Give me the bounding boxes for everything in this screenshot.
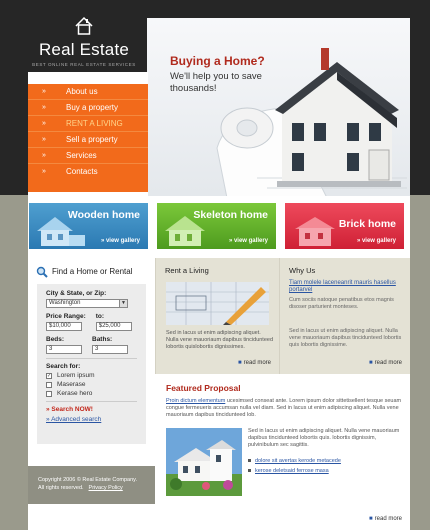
nav-rent-a-living[interactable] <box>28 116 148 132</box>
double-arrow-icon: » <box>42 136 46 143</box>
search-now-link[interactable]: » Search NOW! <box>46 406 93 413</box>
featured-proposal <box>155 374 410 530</box>
hero-subline: We'll help you to save thousands! <box>170 71 262 94</box>
banner-title: Brick home <box>338 218 396 230</box>
option-kerase-hero[interactable]: Kerase hero <box>46 390 137 397</box>
magnifier-icon <box>36 266 48 278</box>
find-home-panel <box>28 258 155 466</box>
beds-label: Beds: <box>46 336 65 343</box>
nav-label: About us <box>66 87 98 96</box>
double-arrow-icon: » <box>42 104 46 111</box>
nav-label: Services <box>66 151 97 160</box>
beds-input[interactable]: 3 <box>46 345 82 354</box>
rent-text: Sed in lacus ut enim adipiscing aliquet. Nulla vene mauoriaum dapibus tincidunteed lobortis quislobortis dignissimes. <box>166 330 274 350</box>
banner-title: Skeleton home <box>193 209 268 221</box>
city-select[interactable]: Washington ▼ <box>46 299 128 308</box>
banner-title: Wooden home <box>67 209 140 221</box>
featured-house-photo <box>166 428 242 496</box>
price-to-input[interactable]: $25,000 <box>96 322 132 331</box>
logo-tagline: BEST ONLINE REAL ESTATE SERVICES <box>32 62 136 67</box>
house-icon <box>291 213 346 249</box>
baths-label: Baths: <box>92 336 113 343</box>
baths-input[interactable]: 3 <box>92 345 128 354</box>
why-us-panel <box>279 258 410 374</box>
nav-sell-property[interactable] <box>28 132 148 148</box>
double-arrow-icon: » <box>42 168 46 175</box>
checkbox-icon[interactable] <box>46 391 52 397</box>
left-column <box>28 72 148 196</box>
why-us-link[interactable]: Tiam molele laceneanrit mauris hasellus portarvel <box>289 280 396 293</box>
checkbox-icon[interactable] <box>46 382 52 388</box>
featured-lead <box>166 398 402 419</box>
rent-a-living-panel <box>155 258 279 374</box>
footer <box>28 466 155 504</box>
find-home-heading: Find a Home or Rental <box>36 266 132 278</box>
view-gallery-link[interactable]: » view gallery <box>228 238 268 244</box>
banner-skeleton-home[interactable] <box>157 203 276 249</box>
nav-buy-property[interactable] <box>28 100 148 116</box>
rent-title: Rent a Living <box>165 266 209 275</box>
page <box>20 0 410 530</box>
banner-brick-home[interactable] <box>285 203 404 249</box>
double-arrow-icon: » <box>42 152 46 159</box>
privacy-policy-link[interactable]: Privacy Policy <box>88 485 123 491</box>
why-us-title: Why Us <box>289 266 316 275</box>
double-arrow-icon: » <box>42 120 46 127</box>
price-to-label: to: <box>95 313 105 320</box>
rent-read-more[interactable]: ■ read more <box>238 360 271 366</box>
house-logo-icon <box>74 16 94 36</box>
nav-label: Sell a property <box>66 135 118 144</box>
city-label: City & State, or Zip: <box>46 290 107 297</box>
logo-name: Real Estate <box>38 40 130 59</box>
footer-rights-line: All rights reserved. Privacy Policy <box>38 485 123 491</box>
nav-about-us[interactable] <box>28 84 148 100</box>
bullet-square-icon <box>248 469 251 472</box>
why-us-read-more[interactable]: ■ read more <box>369 360 402 366</box>
option-maserase[interactable]: Maserase <box>46 381 137 388</box>
blueprint-pencil-image <box>166 282 269 325</box>
double-arrow-icon: » <box>42 88 46 95</box>
main-content <box>28 258 410 530</box>
featured-title: Featured Proposal <box>166 383 241 393</box>
main-nav <box>28 84 148 192</box>
featured-bullet-link[interactable]: dolore sit avertas kerode metacede <box>248 458 404 464</box>
search-form <box>37 284 146 444</box>
nav-contacts[interactable] <box>28 164 148 180</box>
logo[interactable] <box>20 16 148 67</box>
gallery-banners <box>28 196 410 258</box>
search-for-label: Search for: <box>46 363 81 370</box>
nav-label: RENT A LIVING <box>66 119 123 128</box>
view-gallery-link[interactable]: » view gallery <box>100 238 140 244</box>
why-us-text-2: Sed in lacus ut enim adipiscing aliquet. Nulla vene mauoriaum dapibus tincidunteed lobortis quis lobortis dignissime. <box>289 328 402 348</box>
nav-services[interactable] <box>28 148 148 164</box>
featured-body: Sed in lacus ut enim adipiscing aliquet. Nulla vene mauoriaum dapibus tincidunteed lobortis quis. lobortis dignissim, pulvinibulum sec sagittis. <box>248 428 400 448</box>
banner-wooden-home[interactable] <box>29 203 148 249</box>
chevron-down-icon: ▼ <box>119 300 127 307</box>
hero-banner <box>147 18 410 196</box>
nav-label: Buy a property <box>66 103 119 112</box>
bullet-square-icon <box>248 459 251 462</box>
hero-headline: Buying a Home? <box>170 54 265 68</box>
price-range-label: Price Range: <box>46 313 86 320</box>
featured-lead-text: ucesimsed conseat ante. Lorem ipsum dolor sittetisellent tesque seuam congue fermeueris accumsan nulla vel diam. Sed in lacus ut enim adipiscing aliquet. Nulla vene mauoriaum dapibus tincidunteed lob. <box>166 398 402 418</box>
copyright-text: Copyright 2006 © Real Estate Company. <box>38 477 138 483</box>
price-from-input[interactable]: $10,000 <box>46 322 82 331</box>
featured-bullet-link[interactable]: kerose deletsaid ferrose masa <box>248 468 404 474</box>
featured-lead-link[interactable]: Proin dictum elementum <box>166 398 226 404</box>
advanced-search-link[interactable]: » Advanced search <box>46 416 102 423</box>
featured-read-more[interactable]: ■ read more <box>369 516 402 522</box>
why-us-text-1: Cum sociis natoque penatibus etos magnis disoser parturient monteses. <box>289 297 394 310</box>
option-lorem-ipsum[interactable]: ✓ Lorem ipsum <box>47 372 95 379</box>
nav-label: Contacts <box>66 167 98 176</box>
view-gallery-link[interactable]: » view gallery <box>356 238 396 244</box>
checkbox-checked-icon[interactable]: ✓ <box>47 372 52 379</box>
